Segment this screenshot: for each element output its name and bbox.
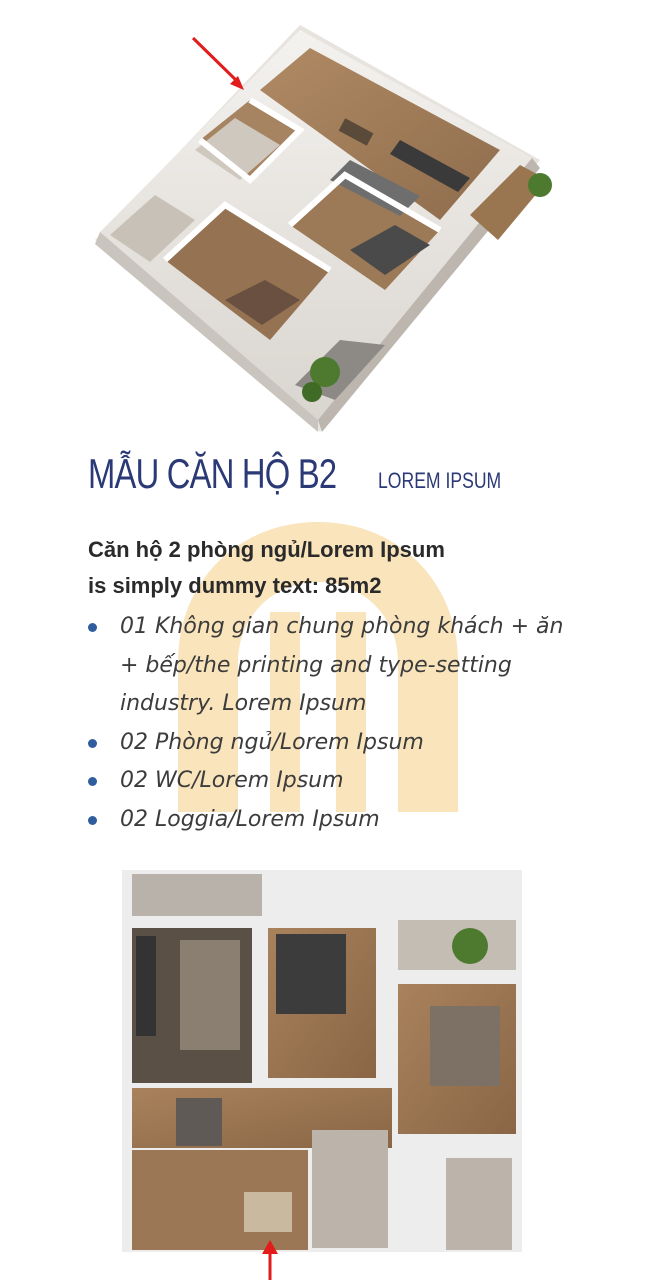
plant-2 <box>302 382 322 402</box>
wc-1 <box>312 1130 388 1248</box>
list-item <box>88 724 568 763</box>
feature-text: 02 Phòng ngủ/Lorem Ipsum <box>120 729 424 755</box>
bullet-icon <box>88 777 97 786</box>
feature-text: 02 WC/Lorem Ipsum <box>120 768 344 793</box>
feature-text: 02 Loggia/Lorem Ipsum <box>120 806 380 832</box>
bullet-icon <box>88 623 97 632</box>
living-sofa <box>136 936 156 1036</box>
page-subtitle: LOREM IPSUM <box>378 468 502 493</box>
list-item <box>88 608 568 724</box>
wc-2 <box>446 1158 512 1250</box>
list-item <box>88 801 568 840</box>
plan-plant-icon <box>452 928 488 964</box>
entrance-arrow-icon <box>193 38 244 90</box>
apartment-summary <box>88 532 568 604</box>
bullet-icon <box>88 816 97 825</box>
entry-mat <box>244 1192 292 1232</box>
summary-line-2: is simply dummy text: 85m2 <box>88 573 382 598</box>
bullet-icon <box>88 739 97 748</box>
dining-table <box>176 1098 222 1146</box>
page-title: MẪU CĂN HỘ B2 <box>88 450 337 497</box>
feature-text: 01 Không gian chung phòng khách + ăn + bếp/the printing and type-setting industry. Lorem Ipsum <box>120 614 564 716</box>
feature-list <box>88 608 568 839</box>
living-rug <box>180 940 240 1050</box>
list-item <box>88 762 568 801</box>
top-loggia <box>132 874 262 916</box>
floor-plan-render <box>0 860 646 1280</box>
apartment-title <box>88 450 502 498</box>
summary-line-1: Căn hộ 2 phòng ngủ/Lorem Ipsum <box>88 537 445 562</box>
bed-2 <box>430 1006 500 1086</box>
plant-3 <box>528 173 552 197</box>
isometric-3d-render <box>0 0 646 440</box>
bed-1 <box>276 934 346 1014</box>
